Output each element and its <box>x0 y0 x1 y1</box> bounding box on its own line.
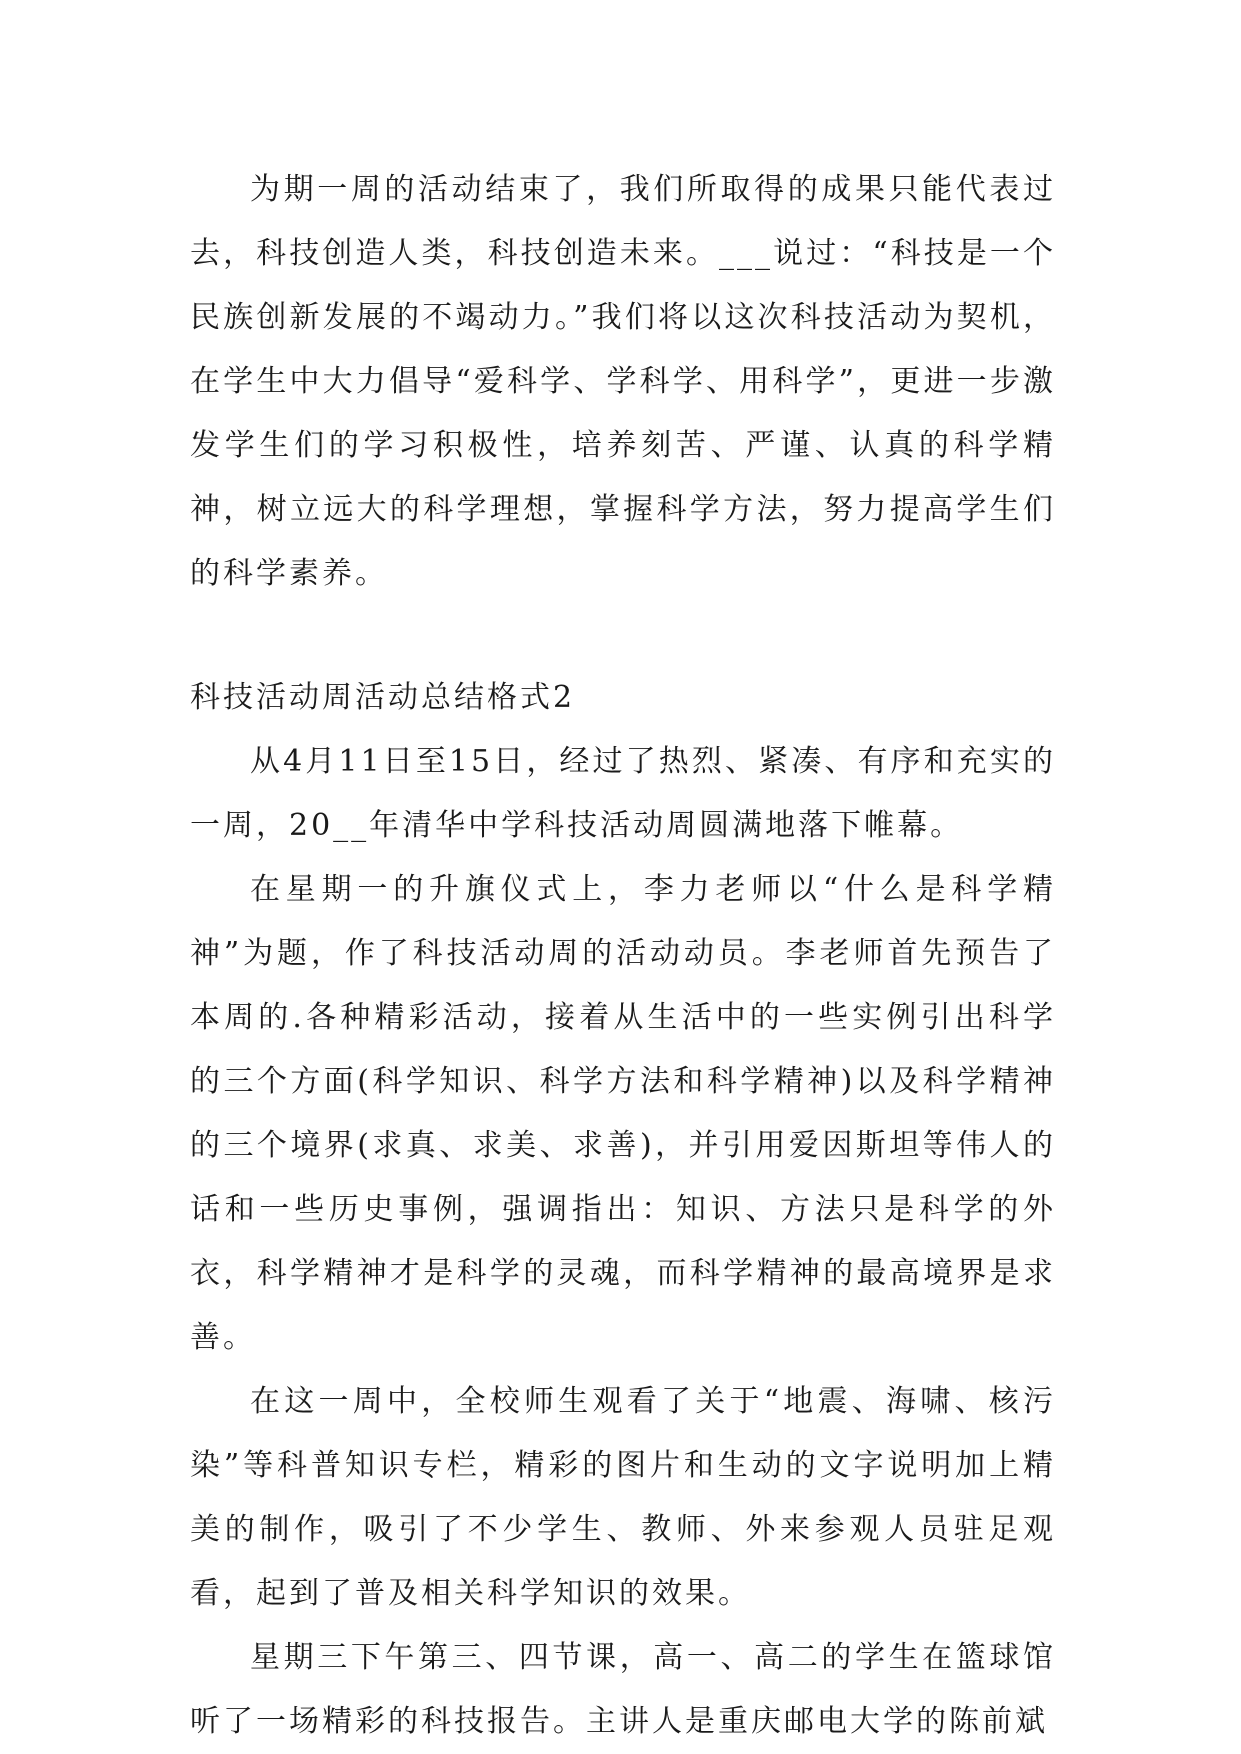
paragraph-closing: 为期一周的活动结束了，我们所取得的成果只能代表过去，科技创造人类，科技创造未来。___说过：“科技是一个民族创新发展的不竭动力。”我们将以这次科技活动为契机，在学生中大力倡导“爱科学、学科学、用科学”，更进一步激发学生们的学习积极性，培养刻苦、严谨、认真的科学精神，树立远大的科学理想，掌握科学方法，努力提高学生们的科学素养。 <box>190 172 1056 591</box>
paragraph-science-columns: 在这一周中，全校师生观看了关于“地震、海啸、核污染”等科普知识专栏，精彩的图片和生动的文字说明加上精美的制作，吸引了不少学生、教师、外来参观人员驻足观看，起到了普及相关科学知识的效果。 <box>190 1384 1056 1611</box>
paragraph-flag-ceremony: 在星期一的升旗仪式上，李力老师以“什么是科学精神”为题，作了科技活动周的活动动员。李老师首先预告了本周的.各种精彩活动，接着从生活中的一些实例引出科学的三个方面(科学知识、科学方法和科学精神)以及科学精神的三个境界(求真、求美、求善)，并引用爱因斯坦等伟人的话和一些历史事例，强调指出：知识、方法只是科学的外衣，科学精神才是科学的灵魂，而科学精神的最高境界是求善。 <box>190 872 1056 1355</box>
paragraph-intro: 从4月11日至15日，经过了热烈、紧凑、有序和充实的一周，20__年清华中学科技活动周圆满地落下帷幕。 <box>190 744 1056 843</box>
paragraph-science-report: 星期三下午第三、四节课，高一、高二的学生在篮球馆听了一场精彩的科技报告。主讲人是重庆邮电大学的陈前斌 <box>190 1640 1056 1739</box>
document-body <box>190 158 1056 1754</box>
section-heading: 科技活动周活动总结格式2 <box>190 680 576 715</box>
